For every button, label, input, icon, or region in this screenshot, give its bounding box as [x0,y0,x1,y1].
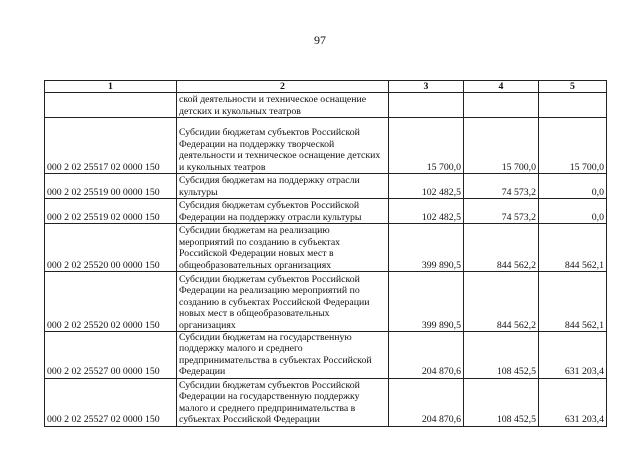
row-value-4: 108 452,5 [464,378,539,426]
row-value-4: 15 700,0 [464,118,539,174]
row-value-3: 399 890,5 [389,272,464,332]
table-row [45,332,607,379]
row-value-5 [539,93,607,118]
row-value-4: 108 452,5 [464,332,539,379]
table-row [45,174,607,199]
table-row [45,272,607,332]
row-code: 000 2 02 25519 02 0000 150 [45,199,177,224]
row-value-5: 631 203,4 [539,332,607,379]
header-col-2: 2 [177,81,389,93]
row-value-3: 102 482,5 [389,174,464,199]
row-value-3 [389,93,464,118]
table-row [45,199,607,224]
row-value-5: 0,0 [539,174,607,199]
page-number: 97 [314,33,326,47]
row-value-3: 204 870,6 [389,332,464,379]
row-code: 000 2 02 25527 00 0000 150 [45,332,177,379]
table-header-row [45,81,607,93]
row-name: Субсидия бюджетам субъектов Российской Федерации на поддержку отрасли культуры [177,199,389,224]
row-name: Субсидии бюджетам субъектов Российской Федерации на государственную поддержку малого и среднего предпринимательства в субъектах Российской Федерации [177,378,389,426]
row-code: 000 2 02 25517 02 0000 150 [45,118,177,174]
row-value-5: 15 700,0 [539,118,607,174]
row-name: ской деятельности и техническое оснащение детских и кукольных театров [177,93,389,118]
header-col-1: 1 [45,81,177,93]
row-name: Субсидии бюджетам на государственную поддержку малого и среднего предпринимательства в субъектах Российской Федерации [177,332,389,379]
table-row [45,224,607,272]
row-value-5: 631 203,4 [539,378,607,426]
header-col-5: 5 [539,81,607,93]
row-name: Субсидии бюджетам на реализацию мероприятий по созданию в субъектах Российской Федерации новых мест в общеобразовательных организациях [177,224,389,272]
budget-table [44,80,607,427]
row-code: 000 2 02 25520 00 0000 150 [45,224,177,272]
row-value-4 [464,93,539,118]
header-col-3: 3 [389,81,464,93]
row-name: Субсидии бюджетам субъектов Российской Федерации на поддержку творческой деятельности и техническое оснащение детских и кукольных театров [177,118,389,174]
table-row [45,93,607,118]
row-code: 000 2 02 25519 00 0000 150 [45,174,177,199]
row-value-3: 102 482,5 [389,199,464,224]
table-row [45,118,607,174]
row-name: Субсидия бюджетам на поддержку отрасли культуры [177,174,389,199]
row-value-5: 0,0 [539,199,607,224]
row-value-5: 844 562,1 [539,272,607,332]
row-code: 000 2 02 25520 02 0000 150 [45,272,177,332]
table-row [45,378,607,426]
row-name: Субсидии бюджетам субъектов Российской Федерации на реализацию мероприятий по созданию в субъектах Российской Федерации новых мест в общеобразовательных организациях [177,272,389,332]
row-value-4: 74 573,2 [464,174,539,199]
row-value-3: 204 870,6 [389,378,464,426]
row-value-4: 844 562,2 [464,224,539,272]
header-col-4: 4 [464,81,539,93]
row-value-4: 844 562,2 [464,272,539,332]
row-value-5: 844 562,1 [539,224,607,272]
row-code: 000 2 02 25527 02 0000 150 [45,378,177,426]
row-value-3: 15 700,0 [389,118,464,174]
row-code [45,93,177,118]
row-value-4: 74 573,2 [464,199,539,224]
row-value-3: 399 890,5 [389,224,464,272]
